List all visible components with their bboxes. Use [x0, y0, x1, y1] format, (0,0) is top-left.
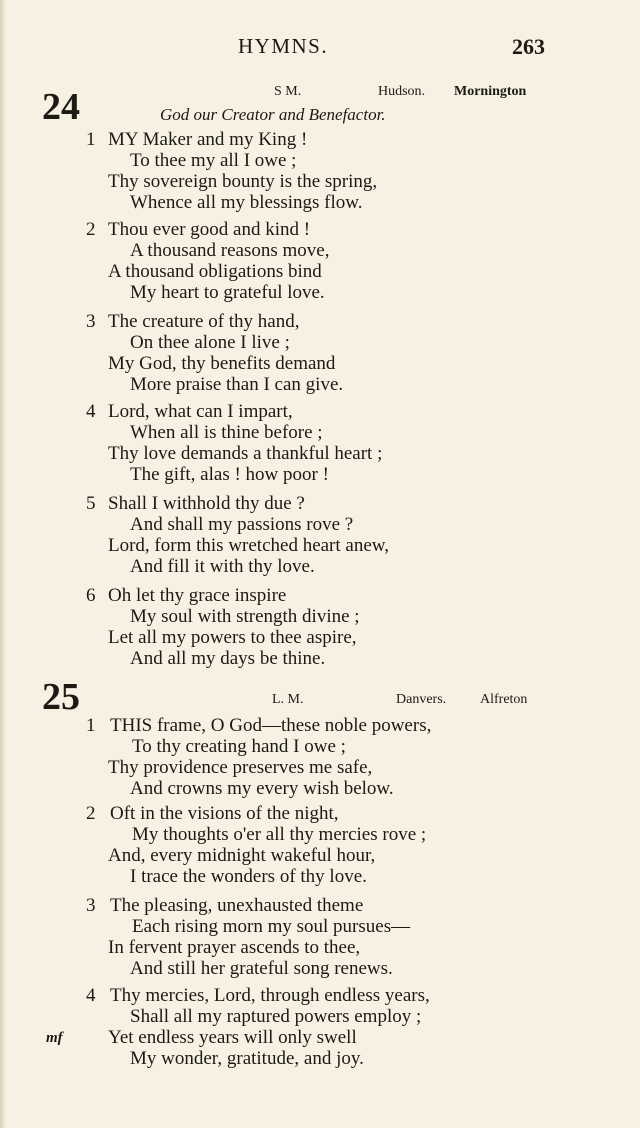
hymn-number: 24 [42, 86, 80, 128]
tune-name: Danvers. [396, 692, 447, 707]
stanza-number: 6 [86, 585, 96, 606]
verse-line: The pleasing, unexhausted theme [110, 895, 364, 916]
verse-line: To thy creating hand I owe ; [132, 736, 346, 757]
verse-line: Thy providence preserves me safe, [108, 757, 373, 778]
verse-line: My thoughts o'er all thy mercies rove ; [132, 824, 427, 845]
verse-line: I trace the wonders of thy love. [130, 866, 367, 887]
verse-line: Whence all my blessings flow. [130, 192, 363, 213]
tune-name: Alfreton [480, 692, 528, 707]
verse-line: Thy mercies, Lord, through endless years, [110, 985, 430, 1006]
stanza-number: 3 [86, 311, 96, 332]
stanza-number: 5 [86, 493, 96, 514]
verse-line: When all is thine before ; [130, 422, 323, 443]
verse-line: Oft in the visions of the night, [110, 803, 339, 824]
verse-line: Each rising morn my soul pursues— [132, 916, 411, 937]
verse-line: Lord, form this wretched heart anew, [108, 535, 390, 556]
meter: S M. [274, 84, 302, 99]
verse-line: My wonder, gratitude, and joy. [130, 1048, 364, 1069]
verse-line: More praise than I can give. [130, 374, 344, 395]
verse-line: Yet endless years will only swell [108, 1027, 357, 1048]
verse-line: Shall I withhold thy due ? [108, 493, 305, 514]
verse-line: And still her grateful song renews. [130, 958, 393, 979]
verse-line: And fill it with thy love. [130, 556, 315, 577]
verse-line: Lord, what can I impart, [108, 401, 293, 422]
verse-line: And shall my passions rove ? [130, 514, 354, 535]
stanza-number: 1 [86, 129, 96, 150]
page-edge-shadow [0, 0, 6, 1128]
page-number: 263 [512, 34, 545, 59]
stanza-number: 1 [86, 715, 96, 736]
verse-line: The creature of thy hand, [108, 311, 300, 332]
verse-line: Thy sovereign bounty is the spring, [108, 171, 378, 192]
stanza-number: 3 [86, 895, 96, 916]
verse-line: My heart to grateful love. [130, 282, 325, 303]
verse-line: My God, thy benefits demand [108, 353, 336, 374]
meter-tunes-line [0, 692, 640, 710]
dynamic-marking: mf [46, 1030, 63, 1046]
verse-line: Thou ever good and kind ! [108, 219, 311, 240]
verse-line: And crowns my every wish below. [130, 778, 394, 799]
tune-name: Mornington [454, 84, 527, 99]
verse-line: A thousand reasons move, [130, 240, 330, 261]
meter-tunes-line [0, 84, 640, 102]
verse-line: In fervent prayer ascends to thee, [108, 937, 361, 958]
verse-line: On thee alone I live ; [130, 332, 290, 353]
verse-line: My soul with strength divine ; [130, 606, 360, 627]
meter: L. M. [272, 692, 304, 707]
verse-line: Let all my powers to thee aspire, [108, 627, 357, 648]
verse-line: And all my days be thine. [130, 648, 326, 669]
stanza-number: 2 [86, 219, 96, 240]
verse-line: Shall all my raptured powers employ ; [130, 1006, 422, 1027]
verse-line: Thy love demands a thankful heart ; [108, 443, 383, 464]
verse-line: A thousand obligations bind [108, 261, 322, 282]
verse-line: The gift, alas ! how poor ! [130, 464, 329, 485]
verse-line: Oh let thy grace inspire [108, 585, 287, 606]
stanza-number: 4 [86, 401, 96, 422]
verse-line: THIS frame, O God—these noble powers, [110, 715, 432, 736]
running-title: HYMNS. [238, 34, 329, 58]
hymn-subtitle: God our Creator and Benefactor. [160, 105, 386, 124]
page-header [0, 34, 640, 64]
verse-line: MY Maker and my King ! [108, 129, 308, 150]
stanza-number: 2 [86, 803, 96, 824]
tune-name: Hudson. [378, 84, 426, 99]
stanza-number: 4 [86, 985, 96, 1006]
verse-line: To thee my all I owe ; [130, 150, 297, 171]
verse-line: And, every midnight wakeful hour, [108, 845, 376, 866]
hymn-number: 25 [42, 676, 80, 718]
